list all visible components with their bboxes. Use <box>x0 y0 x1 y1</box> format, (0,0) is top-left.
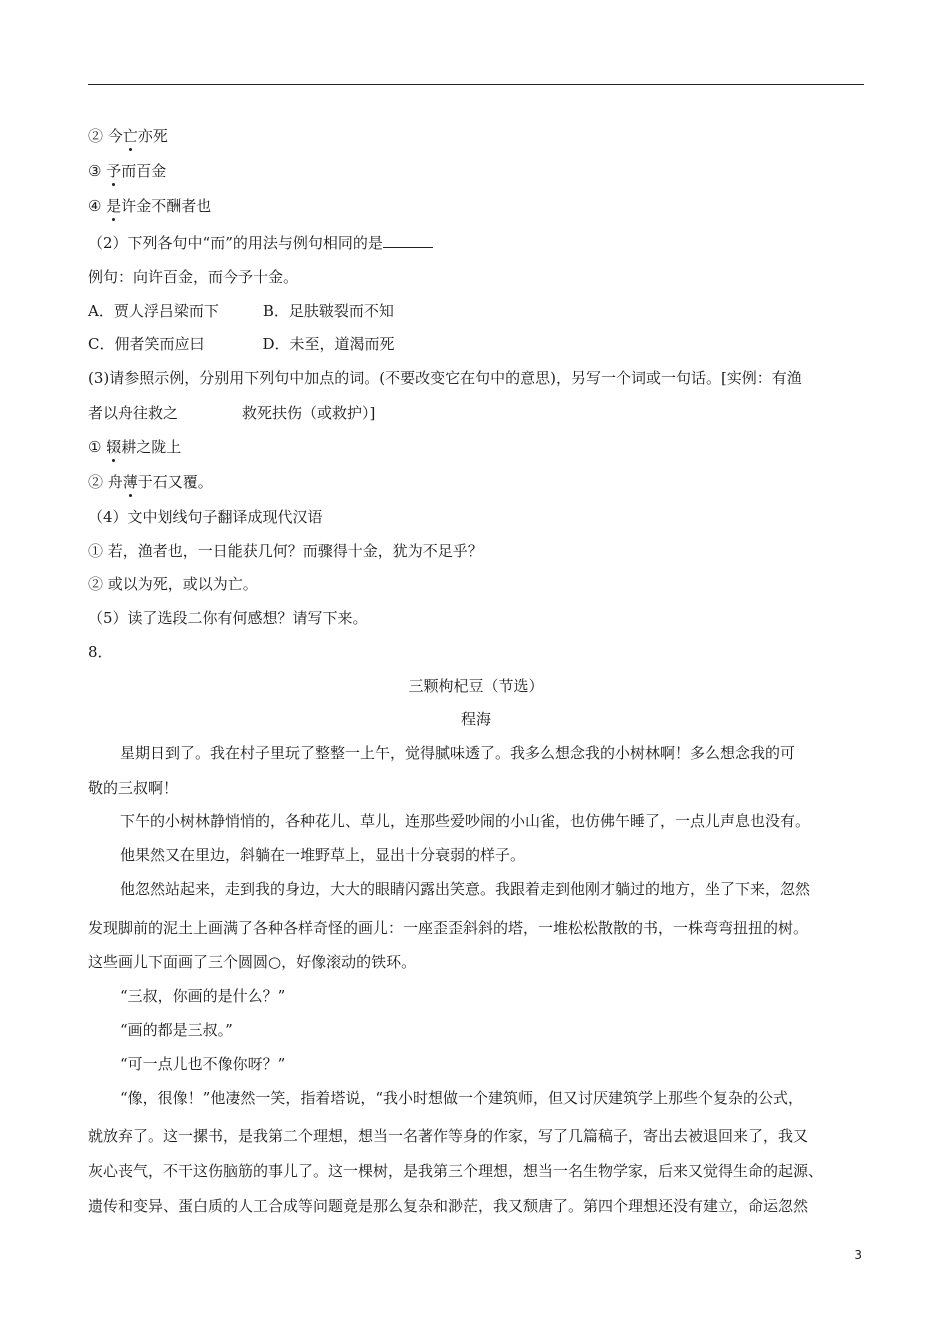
q7-3-item-1: ① 辍耕之陇上 <box>88 438 182 456</box>
q7-3-example: 者以舟往救之 救死扶伤（或救护）] <box>88 404 376 422</box>
q7-4-sentence-2: ② 或以为死，或以为亡。 <box>88 575 258 593</box>
paragraph-line: 敬的三叔啊！ <box>88 779 179 797</box>
q7-3-item-2: ② 舟薄于石又覆。 <box>88 473 213 491</box>
q7-2-prompt: （2）下列各句中“而”的用法与例句相同的是 <box>88 233 868 253</box>
q7-4-prompt: （4）文中划线句子翻译成现代汉语 <box>88 508 323 526</box>
article-author: 程海 <box>460 710 491 728</box>
q7-4-sentence-1: ① 若，渔者也，一日能获几何？而骤得十金，犹为不足乎？ <box>88 542 483 560</box>
paragraph-line: 星期日到了。我在村子里玩了整整一上午，觉得腻味透了。我多么想念我的小树林啊！多么想念我的可 <box>120 744 796 762</box>
q7-2-options-ab <box>88 301 868 321</box>
emphasis-dot-char: 亡 <box>122 127 138 145</box>
paragraph-line: 他果然又在里边，斜躺在一堆野草上，显出十分衰弱的样子。 <box>120 846 526 864</box>
paragraph-line: 发现脚前的泥土上画满了各种各样奇怪的画儿：一座歪歪斜斜的塔，一堆松松散散的书，一株弯弯扭扭的树。 <box>88 919 809 937</box>
q7-item-2: ② 今亡亦死 <box>88 127 168 145</box>
q7-item-3: ③ 予而百金 <box>88 162 167 180</box>
dialogue-line: “三叔，你画的是什么？” <box>120 987 286 1005</box>
emphasis-dot-char: 予 <box>106 162 122 180</box>
option-c[interactable]: C．佣者笑而应曰 <box>88 335 205 353</box>
q7-3-prompt: (3)请参照示例，分别用下列句中加点的词。(不要改变它在句中的意思)，另写一个词或一句话。[实例：有渔 <box>88 369 802 387</box>
question-number-8: 8． <box>88 643 113 661</box>
option-b[interactable]: B．足肤皲裂而不知 <box>262 302 394 320</box>
q7-item-4: ④ 是许金不酬者也 <box>88 197 212 215</box>
paragraph-line: 这些画儿下面画了三个圆圆○，好像滚动的铁环。 <box>88 953 417 971</box>
answer-blank[interactable] <box>383 233 433 248</box>
option-a[interactable]: A．贾人浮吕梁而下 <box>88 302 219 320</box>
page-number: 3 <box>854 1248 862 1262</box>
dialogue-line: “可一点儿也不像你呀？” <box>120 1055 286 1073</box>
option-d[interactable]: D．未至，道渴而死 <box>262 335 395 353</box>
paragraph-line: 他忽然站起来，走到我的身边，大大的眼睛闪露出笑意。我跟着走到他刚才躺过的地方，坐了下来，忽然 <box>120 880 811 898</box>
emphasis-dot-char: 是 <box>106 197 122 215</box>
dialogue-line: “画的都是三叔。” <box>120 1021 233 1039</box>
paragraph-line: “像，很像！”他凄然一笑，指着塔说，“我小时想做一个建筑师，但又讨厌建筑学上那些个复杂的公式， <box>120 1089 804 1107</box>
emphasis-dot-char: 辍 <box>106 438 122 456</box>
paragraph-line: 下午的小树林静悄悄的，各种花儿、草儿，连那些爱吵闹的小山雀，也仿佛午睡了，一点儿声息也没有。 <box>120 812 811 830</box>
paragraph-line: 灰心丧气，不干这伤脑筋的事儿了。这一棵树，是我第三个理想，想当一名生物学家，后来又觉得生命的起源、 <box>88 1162 824 1180</box>
header-rule <box>88 84 864 85</box>
q7-2-options-cd <box>88 334 868 354</box>
article-title: 三颗枸杞豆（节选） <box>408 677 544 695</box>
q7-2-example: 例句：向许百金，而今予十金。 <box>88 268 299 286</box>
emphasis-dot-char: 薄 <box>122 473 138 491</box>
paragraph-line: 就放弃了。这一摞书，是我第二个理想，想当一名著作等身的作家，写了几篇稿子，寄出去被退回来了，我又 <box>88 1127 809 1145</box>
paragraph-line: 遗传和变异、蛋白质的人工合成等问题竟是那么复杂和渺茫，我又颓唐了。第四个理想还没有建立，命运忽然 <box>88 1197 809 1215</box>
q7-5-prompt: （5）读了选段二你有何感想？请写下来。 <box>88 609 368 627</box>
